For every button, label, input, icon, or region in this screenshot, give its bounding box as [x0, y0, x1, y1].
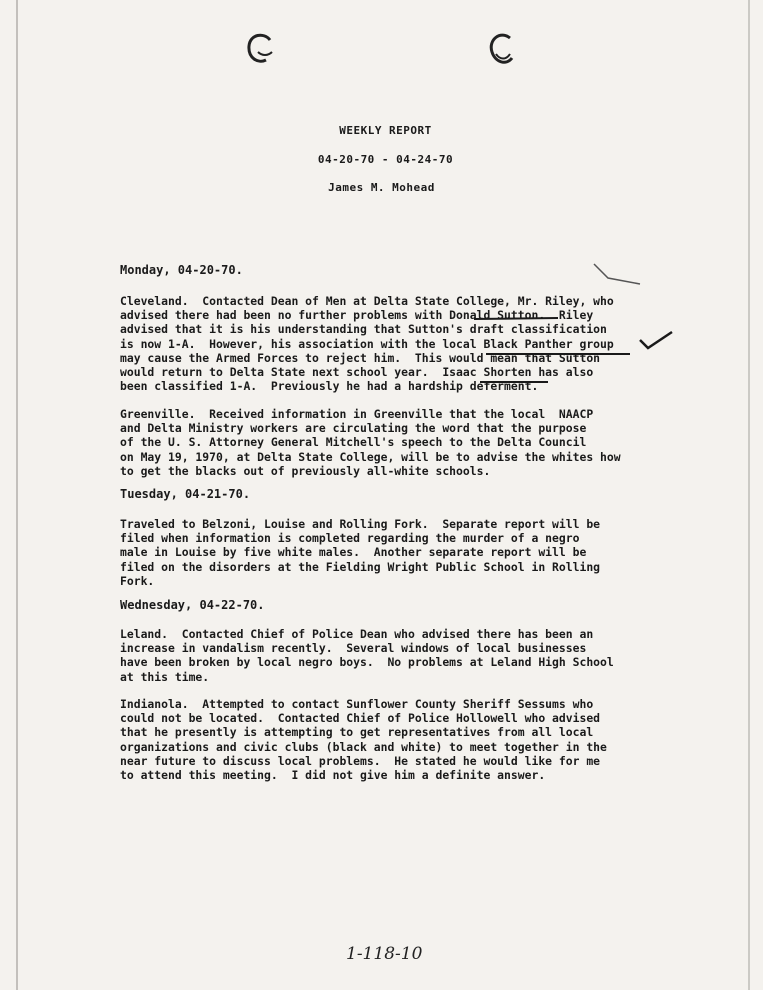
text-line: Indianola. Attempted to contact Sunflower County Sheriff Sessums who: [120, 697, 594, 711]
text-line: increase in vandalism recently. Several windows of local businesses: [120, 641, 587, 656]
text-line: that he presently is attempting to get representatives from all local: [120, 725, 594, 740]
paragraph-greenville: [120, 407, 630, 478]
text-line: male in Louise by five white males. Another separate report will be: [120, 545, 587, 560]
text-line: on May 19, 1970, at Delta State College, will be to advise the whites how: [120, 449, 621, 464]
text-line: advised there had been no further problems with Donald Sutton. Riley: [120, 308, 594, 323]
checkmark-annotation: [636, 328, 676, 352]
text-line: near future to discuss local problems. He stated he would like for me: [120, 753, 601, 768]
report-title: WEEKLY REPORT: [339, 124, 432, 137]
text-line: Traveled to Belzoni, Louise and Rolling Fork. Separate report will be: [120, 517, 601, 531]
text-line: filed when information is completed regarding the murder of a negro: [120, 531, 580, 546]
text-line: of the U. S. Attorney General Mitchell's speech to the Delta Council: [120, 435, 587, 450]
text-line: may cause the Armed Forces to reject him. This would mean that Sutton: [120, 350, 601, 365]
file-stamp: 1-118-10: [346, 944, 423, 964]
text-line: Greenville. Received information in Greenville that the local NAACP: [120, 407, 594, 421]
text-line: have been broken by local negro boys. No problems at Leland High School: [120, 655, 614, 670]
text-line: filed on the disorders at the Fielding Wright Public School in Rolling: [120, 559, 601, 574]
paragraph-indianola: [120, 697, 630, 782]
binder-hole-mark: [486, 30, 518, 70]
page-edge-shadow: [16, 0, 18, 990]
tick-annotation: [590, 258, 650, 288]
text-line: organizations and civic clubs (black and white) to meet together in the: [120, 739, 607, 754]
text-line: Cleveland. Contacted Dean of Men at Delta State College, Mr. Riley, who: [120, 294, 614, 308]
day-heading-tuesday: Tuesday, 04-21-70.: [120, 487, 251, 501]
text-line: would return to Delta State next school year. Isaac Shorten has also: [120, 365, 594, 380]
page-edge-shadow: [748, 0, 750, 990]
day-heading-wednesday: Wednesday, 04-22-70.: [120, 598, 265, 612]
report-date-range: 04-20-70 - 04-24-70: [317, 153, 454, 166]
text-line: Fork.: [120, 573, 155, 588]
text-line: to attend this meeting. I did not give him a definite answer.: [120, 768, 546, 783]
text-line: been classified 1-A. Previously he had a hardship deferment.: [120, 379, 539, 394]
day-heading-monday: Monday, 04-20-70.: [120, 263, 243, 277]
binder-hole-mark: [244, 30, 276, 70]
text-line: Leland. Contacted Chief of Police Dean who advised there has been an: [120, 627, 594, 641]
paragraph-leland: [120, 627, 630, 684]
text-line: at this time.: [120, 669, 210, 684]
text-line: to get the blacks out of previously all-white schools.: [120, 463, 491, 478]
underline-annotation: [440, 306, 640, 386]
paragraph-belzoni: [120, 517, 630, 588]
text-line: advised that it is his understanding that Sutton's draft classification: [120, 322, 607, 337]
text-line: and Delta Ministry workers are circulating the word that the purpose: [120, 421, 587, 436]
text-line: is now 1-A. However, his association with the local Black Panther group: [120, 336, 614, 351]
report-author: James M. Mohead: [328, 181, 435, 194]
text-line: could not be located. Contacted Chief of Police Hollowell who advised: [120, 711, 601, 726]
